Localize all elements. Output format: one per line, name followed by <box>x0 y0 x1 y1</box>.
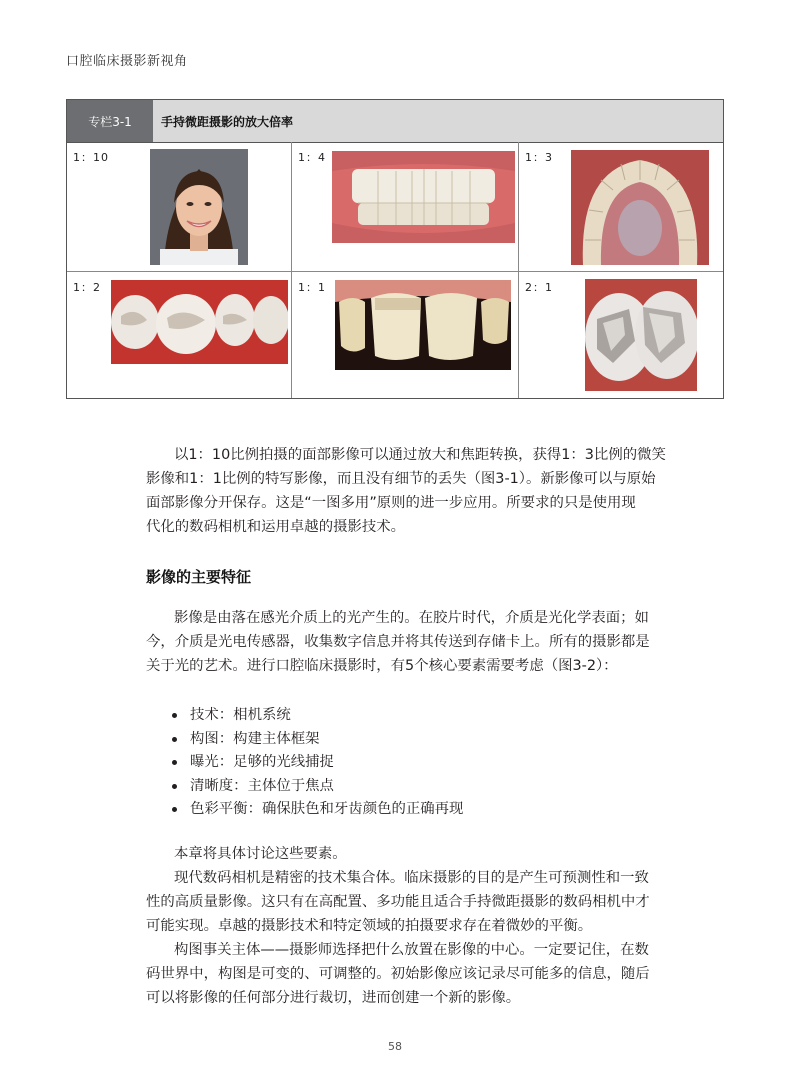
magnification-cell-1-1 <box>292 272 518 398</box>
text-line: 构图事关主体——摄影师选择把什么放置在影像的中心。一定要记住，在数 <box>174 942 649 958</box>
smile-photo <box>332 151 515 243</box>
magnification-cell-1-4 <box>292 142 518 271</box>
molars-photo <box>111 280 288 364</box>
magnification-cell-1-10 <box>67 142 291 271</box>
list-item: 技术：相机系统 <box>170 704 463 728</box>
running-head: 口腔临床摄影新视角 <box>66 54 188 69</box>
box-panel <box>66 99 724 399</box>
text-line: 面部影像分开保存。这是“一图多用”原则的进一步应用。所要求的只是使用现 <box>146 495 636 511</box>
magnification-cell-1-3 <box>519 142 723 271</box>
text-line: 今，介质是光电传感器，收集数字信息并将其传送到存储卡上。所有的摄影都是 <box>146 634 650 650</box>
text-line: 现代数码相机是精密的技术集合体。临床摄影的目的是产生可预测性和一致 <box>174 870 649 886</box>
text-line: 本章将具体讨论这些要素。 <box>174 846 347 862</box>
list-item: 构图：构建主体框架 <box>170 728 463 752</box>
ratio-label: 2：1 <box>525 281 553 294</box>
text-line: 代化的数码相机和运用卓越的摄影技术。 <box>146 519 406 535</box>
magnification-cell-1-2 <box>67 272 291 398</box>
list-item: 曝光：足够的光线捕捉 <box>170 751 463 775</box>
text-line: 影像和1：1比例的特写影像，而且没有细节的丢失（图3-1）。新影像可以与原始 <box>146 471 656 487</box>
box-header <box>67 100 723 143</box>
ratio-label: 1：4 <box>298 151 326 164</box>
box-title: 手持微距摄影的放大倍率 <box>161 114 294 129</box>
text-line: 以1：10比例拍摄的面部影像可以通过放大和焦距转换，获得1：3比例的微笑 <box>174 447 666 463</box>
body-paragraph-3 <box>146 842 730 1010</box>
ratio-label: 1：10 <box>73 151 109 164</box>
ratio-label: 1：1 <box>298 281 326 294</box>
section-heading: 影像的主要特征 <box>146 568 252 586</box>
text-line: 可以将影像的任何部分进行裁切，进而创建一个新的影像。 <box>146 990 521 1006</box>
occlusal-photo <box>571 150 709 265</box>
page-number: 58 <box>388 1040 402 1053</box>
text-line: 影像是由落在感光介质上的光产生的。在胶片时代，介质是光化学表面；如 <box>174 610 649 626</box>
list-item: 清晰度：主体位于焦点 <box>170 775 463 799</box>
body-paragraph-2 <box>146 606 730 678</box>
text-line: 可能实现。卓越的摄影技术和特定领域的拍摄要求存在着微妙的平衡。 <box>146 918 593 934</box>
portrait-photo <box>150 149 248 265</box>
ratio-label: 1：3 <box>525 151 553 164</box>
body-paragraph-1 <box>146 443 730 539</box>
ratio-label: 1：2 <box>73 281 101 294</box>
key-elements-list <box>170 704 463 822</box>
text-line: 关于光的艺术。进行口腔临床摄影时，有5个核心要素需要考虑（图3-2）： <box>146 658 618 674</box>
list-item: 色彩平衡：确保肤色和牙齿颜色的正确再现 <box>170 798 463 822</box>
box-tag: 专栏3-1 <box>67 100 153 142</box>
magnification-cell-2-1 <box>519 272 723 398</box>
text-line: 码世界中，构图是可变的、可调整的。初始影像应该记录尽可能多的信息，随后 <box>146 966 650 982</box>
restoration-photo <box>585 279 697 391</box>
text-line: 性的高质量影像。这只有在高配置、多功能且适合手持微距摄影的数码相机中才 <box>146 894 650 910</box>
anterior-teeth-photo <box>335 280 511 370</box>
